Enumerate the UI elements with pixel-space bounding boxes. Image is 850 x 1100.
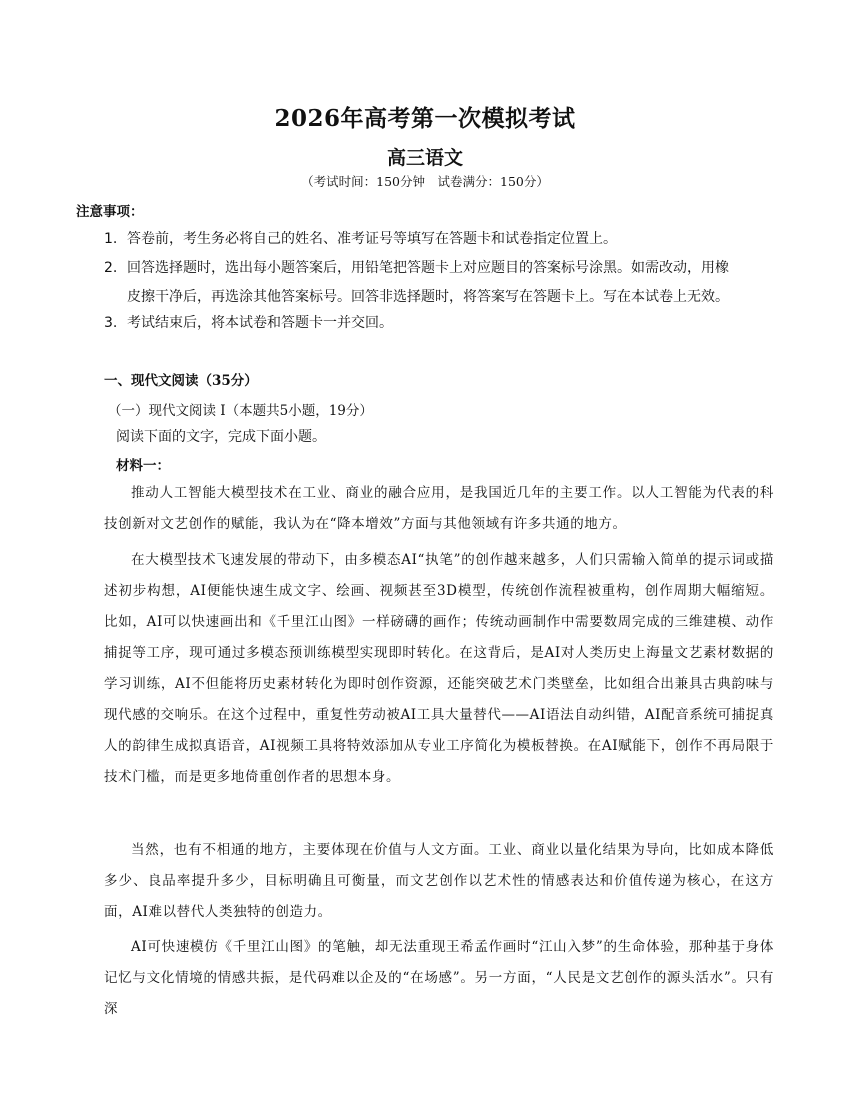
notice-item-number: 2. <box>104 260 118 276</box>
notice-item-text: 答卷前，考生务必将自己的姓名、准考证号等填写在答题卡和试卷指定位置上。 <box>127 231 617 247</box>
reading-instruction: 阅读下面的文字，完成下面小题。 <box>116 429 326 445</box>
exam-title: 2026年高考第一次模拟考试 <box>274 105 576 132</box>
exam-subject: 高三语文 <box>386 147 463 169</box>
body-paragraph: 在大模型技术飞速发展的带动下，由多模态AI“执笔”的创作越来越多，人们只需输入简单的提示词或描述初步构想，AI便能快速生成文字、绘画、视频甚至3D模型，传统创作流程被重构，创作周期大幅缩短。比如，AI可以快速画出和《千里江山图》一样磅礴的画作；传统动画制作中需要数周完成的三维建模、动作捕捉等工序，现可通过多模态预训练模型实现即时转化。在这背后，是AI对人类历史上海量文艺素材数据的学习训练，AI不但能将历史素材转化为即时创作资源，还能突破艺术门类壁垒，比如组合出兼具古典韵味与现代感的交响乐。在这个过程中，重复性劳动被AI工具大量替代——AI语法自动纠错，AI配音系统可捕捉真人的韵律生成拟真语音，AI视频工具将特效添加从专业工序简化为模板替换。在AI赋能下，创作不再局限于技术门槛，而是更多地倚重创作者的思想本身。 <box>104 552 774 785</box>
section-heading: 一、现代文阅读（35分） <box>104 373 258 389</box>
body-paragraph: 当然，也有不相通的地方，主要体现在价值与人文方面。工业、商业以量化结果为导向，比如成本降低多少、良品率提升多少，目标明确且可衡量，而文艺创作以艺术性的情感表达和价值传递为核心，在这方面，AI难以替代人类独特的创造力。 <box>104 842 774 920</box>
body-paragraph: 推动人工智能大模型技术在工业、商业的融合应用，是我国近几年的主要工作。以人工智能为代表的科技创新对文艺创作的赋能，我认为在“降本增效”方面与其他领域有许多共通的地方。 <box>104 485 774 532</box>
notice-item-number: 1. <box>104 231 118 247</box>
notice-item-text: 考试结束后，将本试卷和答题卡一并交回。 <box>127 315 393 331</box>
subsection-heading: （一）现代文阅读 I（本题共5小题，19分） <box>108 403 373 419</box>
exam-info: （考试时间：150分钟 试卷满分：150分） <box>301 174 549 189</box>
notice-heading: 注意事项： <box>76 204 144 220</box>
notice-item-text-continued: 皮擦干净后，再选涂其他答案标号。回答非选择题时，将答案写在答题卡上。写在本试卷上无效。 <box>127 289 729 305</box>
notice-item-1 <box>104 225 774 254</box>
notice-item-2 <box>104 254 774 312</box>
notice-item-text: 回答选择题时，选出每小题答案后，用铅笔把答题卡上对应题目的答案标号涂黑。如需改动，用橡 <box>127 260 729 276</box>
material-label: 材料一： <box>116 458 170 474</box>
notice-item-number: 3. <box>104 315 118 331</box>
body-paragraph: AI可快速模仿《千里江山图》的笔触，却无法重现王希孟作画时“江山入梦”的生命体验，那种基于身体记忆与文化情境的情感共振，是代码难以企及的“在场感”。另一方面，“人民是文艺创作的源头活水”。只有深 <box>104 939 774 1017</box>
notice-item-3 <box>104 309 774 338</box>
